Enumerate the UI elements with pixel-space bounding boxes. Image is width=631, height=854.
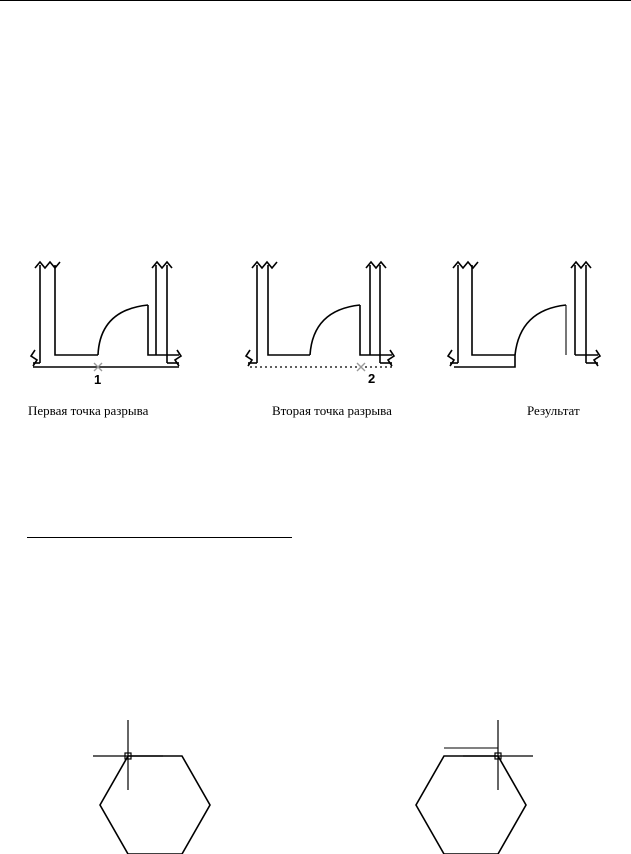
caption-result: Результат bbox=[527, 403, 580, 418]
point-label-2: 2 bbox=[368, 371, 376, 386]
door-plan-first-break bbox=[31, 262, 181, 367]
caption-first-break: Первая точка разрыва bbox=[28, 403, 149, 418]
hexagon-right bbox=[416, 720, 533, 854]
hexagon-left bbox=[93, 720, 210, 854]
pick-marker-2-icon bbox=[357, 363, 365, 371]
door-plan-second-break bbox=[246, 262, 394, 366]
point-label-1: 1 bbox=[94, 372, 102, 387]
section-rule bbox=[27, 537, 292, 538]
caption-second-break: Вторая точка разрыва bbox=[272, 403, 392, 418]
door-plan-result bbox=[448, 262, 600, 367]
